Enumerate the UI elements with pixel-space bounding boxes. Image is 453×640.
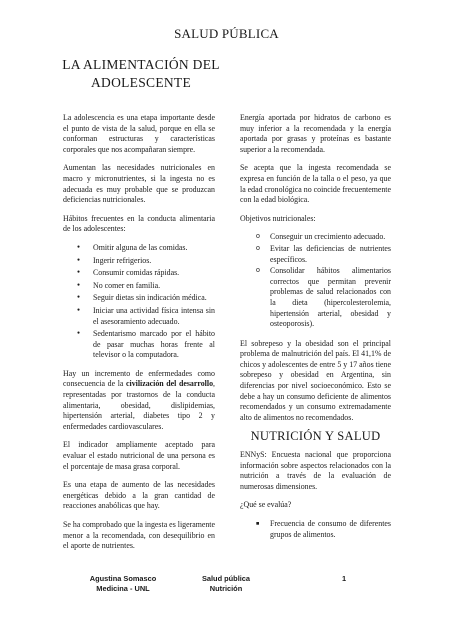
paragraph-text: , representadas por trastornos de la conducta alimentaria, obesidad, dislipidemias, hipertensión arterial, diabetes tipo 2 y enfermedades cardiovasculares. <box>63 379 215 431</box>
page-number: 1 <box>341 574 347 583</box>
list-item: ● Ingerir refrigerios. <box>63 256 215 267</box>
list-item: ● Omitir alguna de las comidas. <box>63 243 215 254</box>
list-item: ● Seguir dietas sin indicación médica. <box>63 293 215 304</box>
document-title-line-2: ADOLESCENTE <box>90 75 192 90</box>
list-item: ● No comer en familia. <box>63 281 215 292</box>
habits-list <box>63 243 215 361</box>
footer-author-block <box>78 574 168 594</box>
paragraph: La adolescencia es una etapa importante desde el punto de vista de la salud, porque en ella se conforman estructuras y características corporales que nos acompañaran siempre. <box>63 113 215 154</box>
document-title <box>56 56 226 92</box>
paragraph: El sobrepeso y la obesidad son el principal problema de malnutrición del país. El 41,1% de chicos y adolescentes de entre 5 y 17 años tiene sobrepeso y obesidad en Argentina, sin diferencias por nivel socioeconómico. Esto se debe a hay un consumo deficiente de alimentos recomendados y un consumo extremadamente alto de alimentos no recomendados. <box>240 338 391 422</box>
paragraph: Energía aportada por hidratos de carbono es muy inferior a la recomendada y la energía aportada por grasas y proteínas es bastante superior a la recomendada. <box>240 113 391 154</box>
list-item: ● Sedentarismo marcado por el hábito de pasar muchas horas frente al televisor o la computadora. <box>63 329 215 361</box>
footer-topic: Nutrición <box>209 584 243 593</box>
list-item: o Evitar las deficiencias de nutrientes específicos. <box>240 244 391 265</box>
right-column <box>240 113 391 540</box>
paragraph: ENNyS: Encuesta nacional que proporciona información sobre aspectos relacionados con la nutrición a través de la evaluación de numerosas dimensiones. <box>240 450 391 491</box>
page-header-title: SALUD PÚBLICA <box>174 26 279 41</box>
emphasis-text: civilización del desarrollo <box>126 379 214 389</box>
paragraph <box>63 369 215 433</box>
left-column <box>63 113 215 560</box>
paragraph-text: Hay un incremento de enfermedades como consecuencia de la <box>63 368 215 389</box>
footer-subject-block <box>190 574 262 594</box>
objectives-label: Objetivos nutricionales: <box>240 213 316 223</box>
paragraph: Hábitos frecuentes en la conducta alimentaria de los adolescentes: <box>63 213 215 234</box>
list-item: ■ Frecuencia de consumo de diferentes grupos de alimentos. <box>240 519 391 540</box>
paragraph: Es una etapa de aumento de las necesidades energéticas debido a la gran cantidad de reacciones anabólicas que hay. <box>63 480 215 511</box>
paragraph: Aumentan las necesidades nutricionales en macro y micronutrientes, si la ingesta no es adecuada es muy probable que se produzcan deficiencias nutricionales. <box>63 163 215 205</box>
footer-author: Agustina Somasco <box>89 574 157 583</box>
footer-school: Medicina - UNL <box>96 584 150 593</box>
objectives-list <box>240 232 391 329</box>
paragraph: Se acepta que la ingesta recomendada se expresa en función de la talla o el peso, ya que la edad cronológica no coincide frecuentemente con la edad biológica. <box>240 163 391 205</box>
list-item: ● Iniciar una actividad física intensa sin el asesoramiento adecuado. <box>63 306 215 327</box>
section-heading: NUTRICIÓN Y SALUD <box>250 429 381 444</box>
list-item: o Conseguir un crecimiento adecuado. <box>240 232 391 243</box>
paragraph: El indicador ampliamente aceptado para evaluar el estado nutricional de una persona es el porcentaje de masa grasa corporal. <box>63 440 215 471</box>
evaluated-list <box>240 519 391 540</box>
list-item: o Consolidar hábitos alimentarios correctos que permitan prevenir problemas de salud relacionados con la dieta (hipercolesterolemia, hipertensión arterial, obesidad y osteoporosis). <box>240 266 391 330</box>
footer-subject: Salud pública <box>201 574 251 583</box>
list-item: ● Consumir comidas rápidas. <box>63 268 215 279</box>
paragraph: Se ha comprobado que la ingesta es ligeramente menor a la recomendada, con desequilibrio en el aporte de nutrientes. <box>63 520 215 551</box>
document-title-line-1: LA ALIMENTACIÓN DEL <box>62 57 220 72</box>
question-label: ¿Qué se evalúa? <box>240 500 292 510</box>
